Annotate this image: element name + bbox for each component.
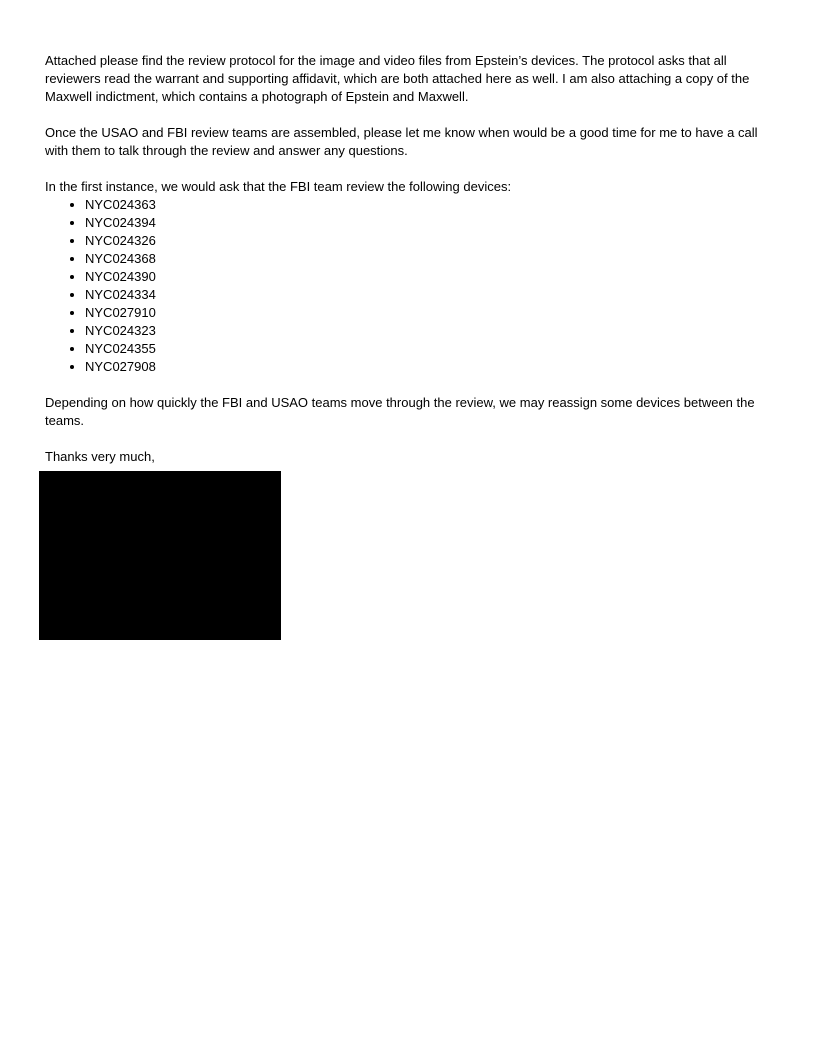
device-list-item: • NYC024363 — [85, 196, 780, 214]
redaction-block — [39, 471, 281, 640]
closing-line: Thanks very much, — [45, 449, 155, 464]
paragraph-review-teams-call: Once the USAO and FBI review teams are assembled, please let me know when would be a good time for me to have a call with them to talk through the review and answer any questions. — [45, 125, 758, 158]
device-list-item: • NYC027908 — [85, 358, 780, 376]
device-list-item: • NYC024355 — [85, 340, 780, 358]
document-body — [45, 52, 780, 466]
device-list-item: • NYC024394 — [85, 214, 780, 232]
paragraph-reassign-devices: Depending on how quickly the FBI and USAO teams move through the review, we may reassign some devices between the teams. — [45, 395, 755, 428]
paragraph-fbi-devices-intro: In the first instance, we would ask that the FBI team review the following devices: — [45, 179, 512, 194]
paragraph-spacer — [45, 160, 780, 178]
device-list-item: • NYC024326 — [85, 232, 780, 250]
device-list — [45, 196, 780, 376]
device-list-item: • NYC027910 — [85, 304, 780, 322]
device-list-item: • NYC024323 — [85, 322, 780, 340]
device-list-item: • NYC024390 — [85, 268, 780, 286]
paragraph-spacer — [45, 430, 780, 448]
device-list-item: • NYC024368 — [85, 250, 780, 268]
paragraph-spacer — [45, 106, 780, 124]
paragraph-spacer — [45, 376, 780, 394]
device-list-item: • NYC024334 — [85, 286, 780, 304]
paragraph-review-protocol: Attached please find the review protocol for the image and video files from Epstein’s devices. The protocol asks that all reviewers read the warrant and supporting affidavit, which are both attached here as well. I am also attaching a copy of the Maxwell indictment, which contains a photograph of Epstein and Maxwell. — [45, 53, 750, 104]
